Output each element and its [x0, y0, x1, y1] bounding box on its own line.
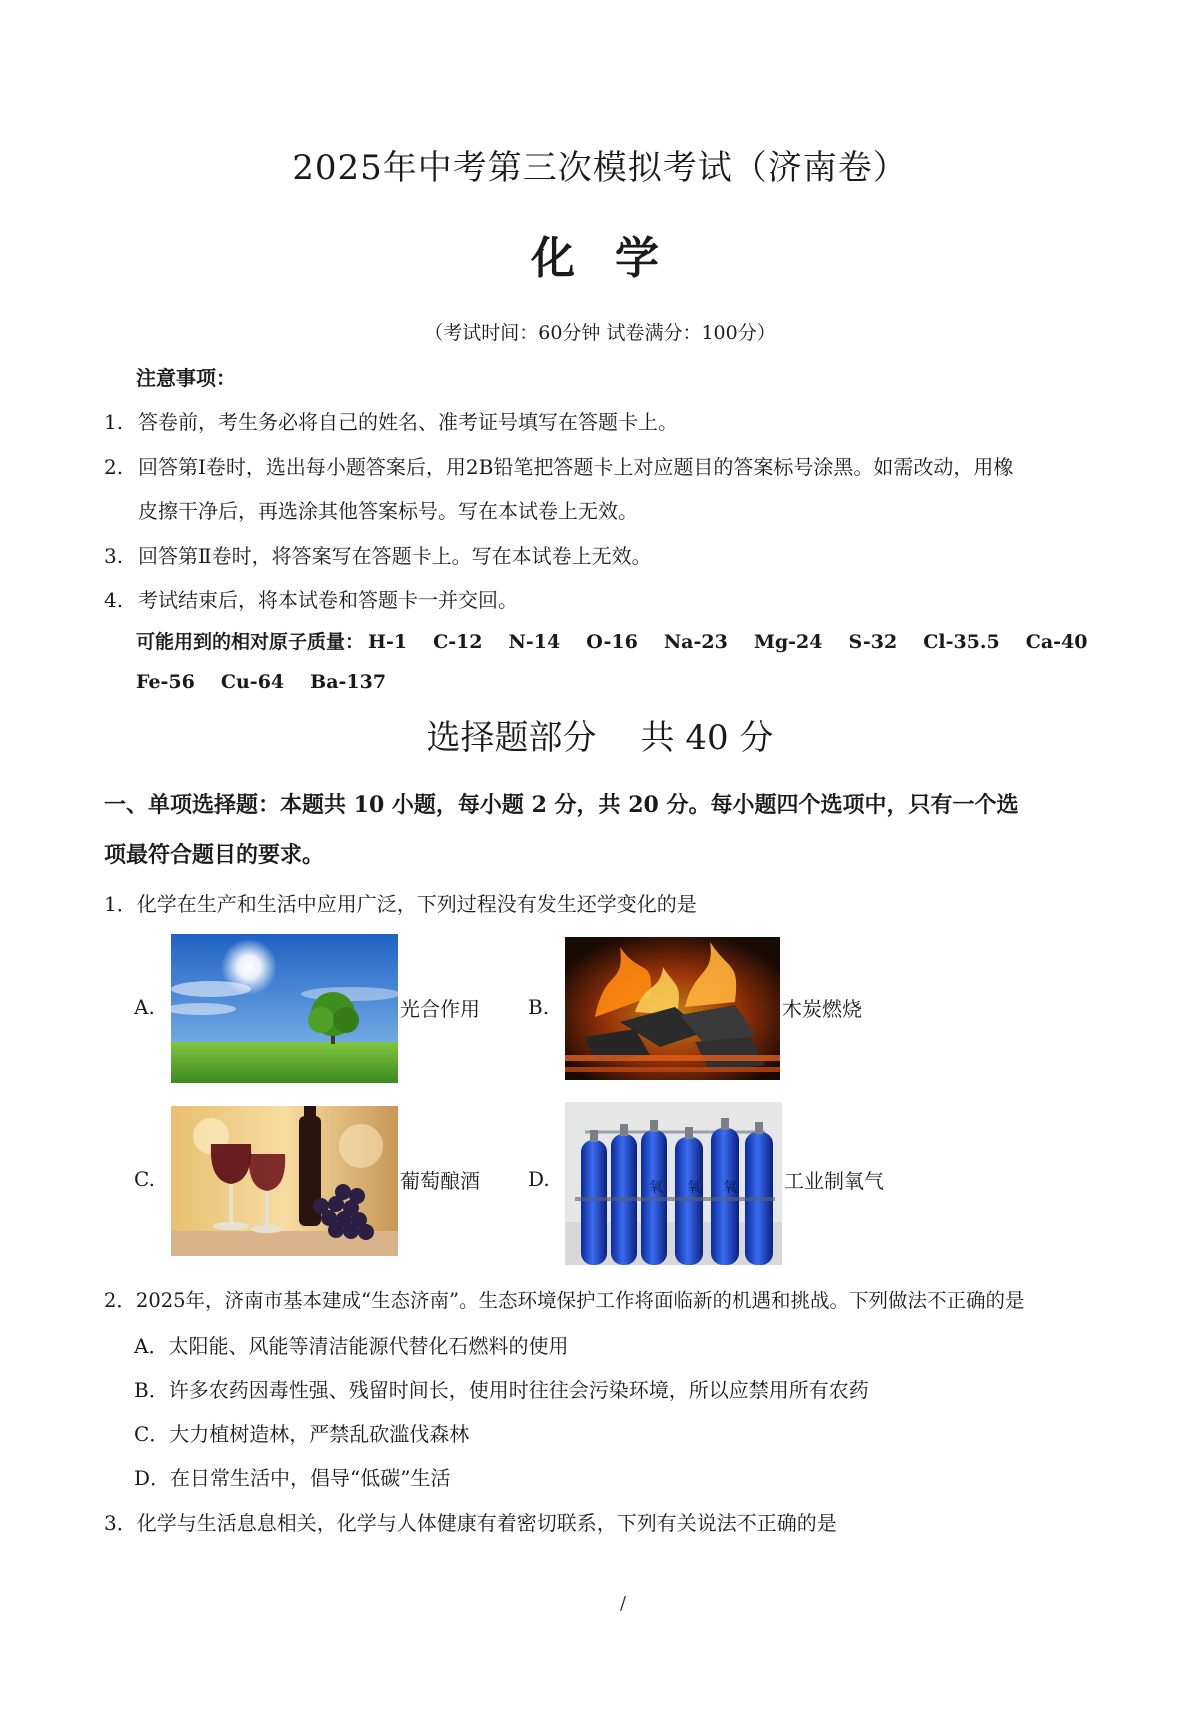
note-num: 3. — [104, 544, 124, 568]
q2-option-a: A．太阳能、风能等清洁能源代替化石燃料的使用 — [134, 1334, 569, 1358]
question-1-stem: 1．化学在生产和生活中应用广泛，下列过程没有发生还学变化的是 — [104, 892, 697, 916]
mass-item: N-14 — [508, 631, 561, 653]
note-item-1 — [104, 406, 678, 435]
note-num: 1. — [104, 410, 124, 434]
mass-item: O-16 — [586, 631, 638, 653]
mass-item: Ca-40 — [1025, 631, 1088, 653]
wine-grapes-image — [171, 1106, 398, 1256]
q1-option-a-caption: 光合作用 — [400, 997, 480, 1021]
sun-tree-image — [171, 934, 398, 1083]
exam-title: 2025年中考第三次模拟考试（济南卷） — [292, 148, 908, 188]
q1-option-b-caption: 木炭燃烧 — [782, 997, 862, 1021]
mass-item: Fe-56 — [136, 671, 195, 693]
section-title — [0, 710, 1200, 759]
mass-item: Cu-64 — [220, 671, 285, 693]
sun-tree-icon — [171, 934, 398, 1083]
cylinder-label: 氧 — [649, 1180, 663, 1196]
gas-cylinder-icon — [565, 1102, 782, 1265]
note-text: 考试结束后，将本试卷和答题卡一并交回。 — [138, 588, 518, 612]
mass-item: Mg-24 — [753, 631, 823, 653]
mass-item: Ba-137 — [310, 671, 387, 693]
note-text: 回答第Ⅱ卷时，将答案写在答题卡上。写在本试卷上无效。 — [138, 544, 652, 568]
q1-option-d-letter: D. — [528, 1167, 550, 1191]
mass-item: Na-23 — [663, 631, 728, 653]
q2-option-c: C．大力植树造林，严禁乱砍滥伐森林 — [134, 1422, 470, 1446]
mass-item: H-1 — [368, 631, 408, 653]
note-item-2-cont: 皮擦干净后，再选涂其他答案标号。写在本试卷上无效。 — [138, 499, 638, 523]
exam-meta: （考试时间：60分钟 试卷满分：100分） — [424, 322, 776, 344]
q1-option-b-letter: B. — [528, 995, 550, 1019]
page-footer-mark: / — [620, 1593, 627, 1614]
question-3-stem: 3．化学与生活息息相关，化学与人体健康有着密切联系，下列有关说法不正确的是 — [104, 1511, 837, 1535]
atomic-masses-row1 — [136, 627, 1114, 654]
fire-icon — [565, 937, 780, 1080]
mass-item: S-32 — [848, 631, 898, 653]
q1-option-a-letter: A. — [134, 995, 155, 1019]
oxygen-cylinders-image — [565, 1102, 782, 1265]
section-score: 共 40 分 — [640, 718, 774, 758]
notes-title: 注意事项： — [136, 366, 236, 390]
q1-option-d-caption: 工业制氧气 — [784, 1169, 884, 1193]
mass-item: C-12 — [433, 631, 483, 653]
charcoal-fire-image — [565, 937, 780, 1080]
q1-option-c-letter: C. — [134, 1167, 155, 1191]
note-text: 答卷前，考生务必将自己的姓名、准考证号填写在答题卡上。 — [138, 410, 678, 434]
section-name: 选择题部分 — [426, 718, 597, 758]
note-item-4 — [104, 584, 518, 613]
wine-icon — [171, 1106, 398, 1256]
q2-option-b: B．许多农药因毒性强、残留时间长，使用时往往会污染环境，所以应禁用所有农药 — [134, 1378, 869, 1402]
question-2-stem: 2．2025年，济南市基本建成“生态济南”。生态环境保护工作将面临新的机遇和挑战。下列做法不正确的是 — [104, 1289, 1025, 1312]
atomic-masses-row2 — [136, 671, 412, 693]
cylinder-label: 氧 — [687, 1180, 701, 1196]
part-instructions-line1: 一、单项选择题：本题共 10 小题，每小题 2 分，共 20 分。每小题四个选项中，只有一个选 — [104, 792, 1019, 818]
cylinder-label: 氧 — [723, 1180, 737, 1196]
mass-item: Cl-35.5 — [923, 631, 1000, 653]
note-text: 回答第Ⅰ卷时，选出每小题答案后，用2B铅笔把答题卡上对应题目的答案标号涂黑。如需改动，用橡 — [138, 455, 1014, 479]
note-item-2 — [104, 451, 1013, 480]
q2-option-d: D．在日常生活中，倡导“低碳”生活 — [134, 1466, 451, 1490]
q1-option-c-caption: 葡萄酿酒 — [400, 1169, 480, 1193]
subject-title: 化学 — [531, 233, 699, 284]
note-num: 2. — [104, 455, 124, 479]
note-item-3 — [104, 540, 652, 569]
masses-label: 可能用到的相对原子质量： — [136, 631, 365, 653]
note-num: 4. — [104, 588, 124, 612]
part-instructions-line2: 项最符合题目的要求。 — [104, 842, 325, 868]
